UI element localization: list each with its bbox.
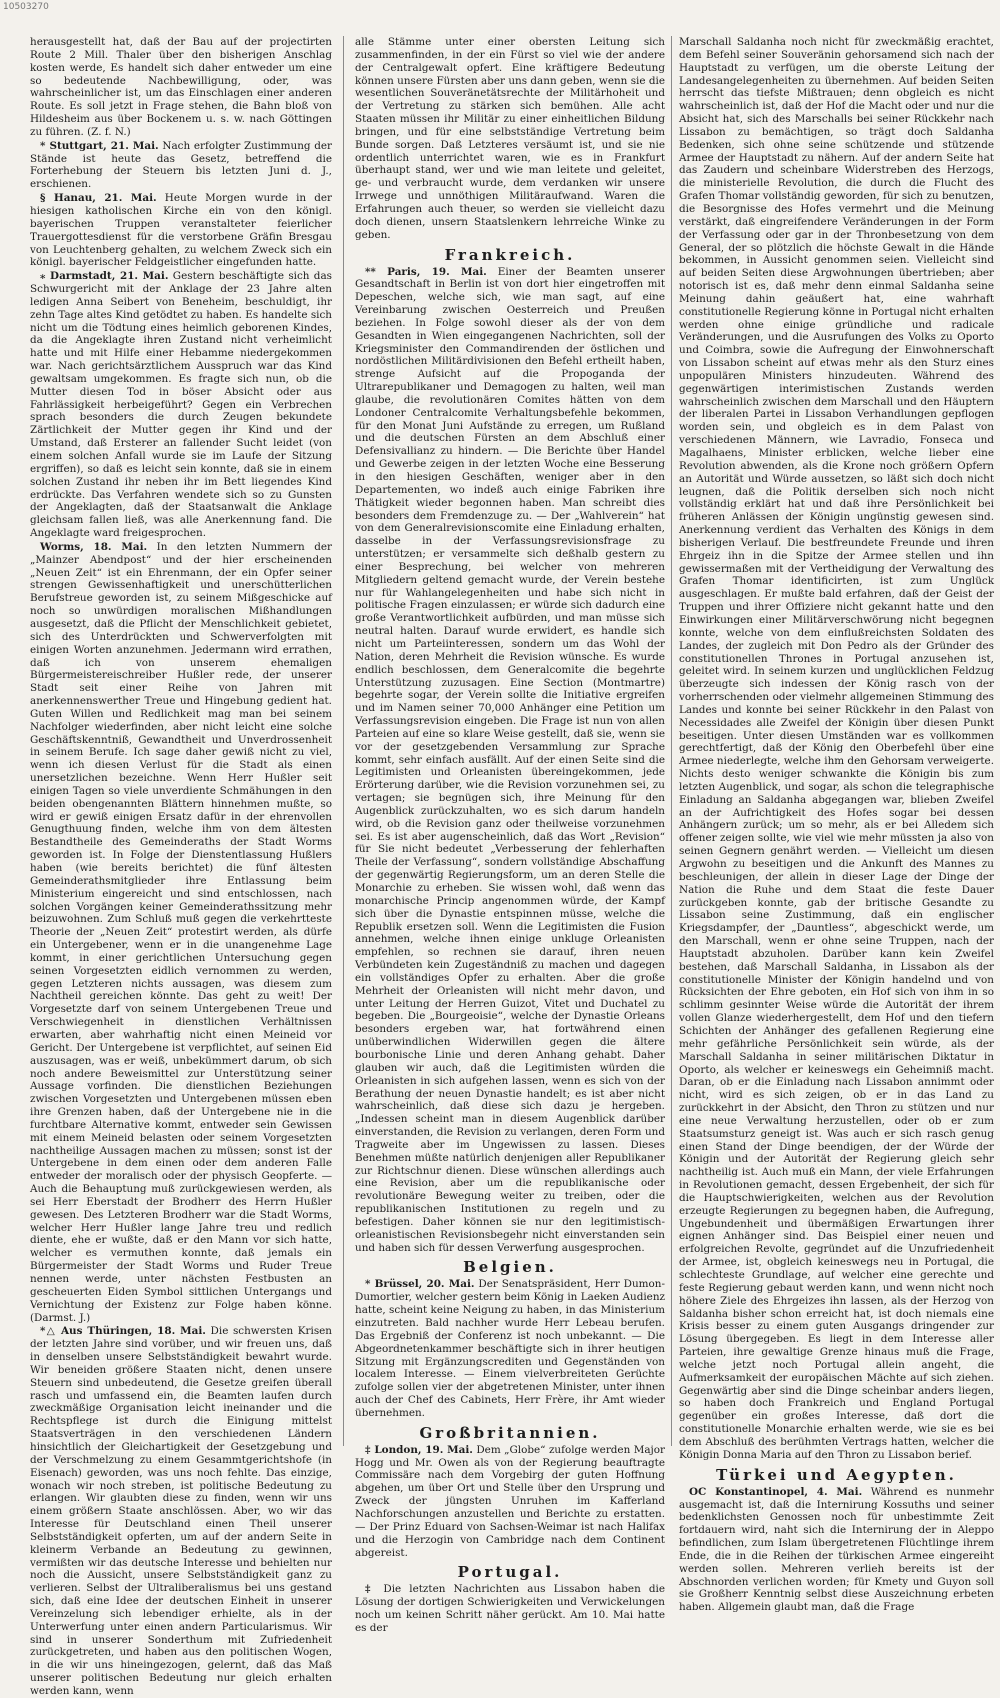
article-text: herausgestellt hat, daß der Bau auf der projectirten Route 2 Mill. Thaler über den bisherigen Anschlag kosten werde, Es handelt sich daher entweder um eine so bedeutende Nachbewilligung, oder, was wahrscheinlicher ist, um das Einschlagen einer anderen Route. Es soll jetzt in Frage stehen, die Bahn bloß von Hildesheim aus über Bockenem u. s. w. nach Göttingen zu führen. (Z. f. N.) bbox=[30, 36, 332, 138]
article bbox=[30, 36, 332, 139]
article-text: Während es nunmehr ausgemacht ist, daß die Internirung Kossuths und seiner bedenklichsten Genossen noch für unbestimmte Zeit fortdauern wird, naht sich die Internirung der in Aleppo befindlichen, zum Islam übergetretenen Flüchtlinge ihrem Ende, die in die Reihen der türkischen Armee eingereiht werden sollen. Mehreren verlieh bereits ist der Abschnorden verlichen worden; für Kmety und Guyon soll sie Großherr Kenntnig selbst diese Auszeichnung erbeten haben. Allgemein glaubt man, daß die Frage bbox=[679, 1485, 995, 1614]
dateline: § Hanau, 21. Mai. bbox=[40, 192, 157, 205]
dateline: ‡ London, 19. Mai. bbox=[365, 1443, 473, 1456]
article bbox=[30, 270, 332, 540]
article-text: Nach erfolgter Zustimmung der Stände ist heute das Gesetz, betreffend die Forterhebung der Steuern bis letzten Juni d. J., erschienen. bbox=[30, 139, 332, 191]
dateline: *△ Aus Thüringen, 18. Mai. bbox=[40, 1325, 206, 1338]
column-rule bbox=[343, 36, 344, 1446]
column-2 bbox=[355, 36, 666, 1634]
article bbox=[355, 266, 665, 1255]
dateline: ⁎ Darmstadt, 21. Mai. bbox=[40, 270, 169, 283]
article-text: In den letzten Nummern der „Mainzer Abendpost“ und der hier erscheinenden „Neuen Zeit“ ist ein Ehrenmann, der ein Opfer seiner strengen Gewissenhaftigkeit und unerschütterlichen Berufstreue geworden ist, zu seinem Mißgeschicke auf noch so unwürdigen moralischen Mißhandlungen ausgesetzt, daß die Pflicht der Menschlichkeit gebietet, sich des Unterdrückten und Schwerverfolgten mit einigen Worten anzunehmen. Jedermann wird errathen, daß ich von unserem ehemaligen Bürgermeistereischreiber Hußler rede, der unserer Stadt seit einer Reihe von Jahren mit anerkennenswerther Treue und Hingebung gedient hat. Guten Willen und Redlichkeit mag man bei seinem Nachfolger wiederfinden, aber nicht leicht eine solche Geschäftskenntniß, Gewandtheit und Unverdrossenheit in seinem Berufe. Ich sage daher gewiß nicht zu viel, wenn ich diesen Verlust für die Stadt als einen unersetzlichen bezeichne. Wenn Herr Hußler seit einigen Tagen so viele unverdiente Schmähungen in den beiden obengenannten Blättern hinnehmen mußte, so wird er gewiß einigen Ersatz dafür in der ehrenvollen Genugthuung finden, welche ihm von dem ältesten Bestandtheile des Gemeinderaths der Stadt Worms geworden ist. In Folge der Dienstentlassung Hußlers haben (wie bereits berichtet) die fünf ältesten Gemeinderathsmitglieder ihre Entlassung beim Ministerium eingereicht und sind entschlossen, nach solchen Vorgängen keiner Gemeinderathssitzung mehr beizuwohnen. Zum Schluß muß gegen die verkehrtteste Theorie der „Neuen Zeit“ protestirt werden, als dürfe ein Untergebener, wenn er in die unangenehme Lage kommt, in einer gerichtlichen Untersuchung gegen seinen Vorgesetzten eidlich vernommen zu werden, gegen Letzteren nichts aussagen, was diesem zum Nachtheil gereichen könnte. Das geht zu weit! Der Vorgesetzte darf von seinem Untergebenen Treue und Verschwiegenheit in dienstlichen Verhältnissen erwarten, aber wahrhaftig nicht einen Meineid vor Gericht. Der Untergebene ist verpflichtet, auf seinen Eid auszusagen, was er weiß, unbekümmert darum, ob sich noch andere Beweismittel zur Unterstützung seiner Aussage vorfinden. Die dienstlichen Beziehungen zwischen Vorgesetzten und Untergebenen müssen eben ihre Grenzen haben, daß der Untergebene nie in die furchtbare Alternative kommt, entweder sein Gewissen mit einem Meineid belasten oder seinem Vorgesetzten nachtheilige Aussagen machen zu müssen; sonst ist der Untergebene in dem einen oder dem anderen Falle entweder der moralisch oder der physisch Geopferte. — Auch die Behauptung muß zurückgewiesen werden, als sei Herr Eberstadt der Brodherr des Herrn Hußler gewesen. Des Letzteren Brodherr war die Stadt Worms, welcher Herr Hußler lange Jahre treu und redlich diente, ehe er wußte, daß er den Mann vor sich hatte, welcher es vermuthen konnte, daß jemals ein Bürgermeister der Stadt Worms und Ruder Treue nennen werde, unter nächsten Festbusten an gescheuerten Eiden Symbol sittlichen Untergangs und Vernichtung der Existenz zur Folge haben könne. (Darmst. J.) bbox=[30, 540, 332, 1324]
article-text: Einer der Beamten unserer Gesandtschaft in Berlin ist von dort hier eingetroffen mit Depeschen, welche sich, wie man sagt, auf eine Vereinbarung zwischen Oesterreich und Preußen beziehen. In Folge sowohl dieser als der von dem Gesandten in Wien eingegangenen Nachrichten, soll der Kriegsminister den Commandirenden der östlichen und nordöstlichen Militärdivisionen den Befehl ertheilt haben, strenge Aufsicht auf die Propoganda der Ultrarepublikaner und Demagogen zu halten, weil man glaube, die revolutionären Comites hätten von dem Londoner Centralcomite Verhaltungsbefehle bekommen, für den Monat Juni Aufstände zu erregen, um Rußland und die deutschen Fürsten an dem Abschluß einer Defensivallianz zu hindern. — Die Berichte über Handel und Gewerbe zeigen in der letzten Woche eine Besserung in den hiesigen Geschäften, weniger aber in den Departementen, wo indeß auch einige Fabriken ihre Thätigkeit wieder begonnen haben. Man schreibt dies besonders dem Fremdenzuge zu. — Der „Wahlverein“ hat von dem Generalrevisionscomite eine Einladung erhalten, dasselbe in der Verfassungsrevisionsfrage zu unterstützen; er versammelte sich deßhalb gestern zu einer Besprechung, bei welcher von mehreren Mitgliedern geltend gemacht wurde, der Verein bestehe nur für Wahlangelegenheiten und habe sich nicht in politische Fragen einzulassen; er würde sich dadurch eine große Verantwortlichkeit aufbürden, und man müsse sich neutral halten. Darauf wurde erwidert, es handle sich nicht um Parteiinteressen, sondern um das Wohl der Nation, deren Mehrheit die Revision wünsche. Es wurde endlich beschlossen, dem Generalcomite die begehrte Unterstützung zuzusagen. Eine Section (Montmartre) begehrte sogar, der Verein sollte die Initiative ergreifen und im Namen seiner 70,000 Anhänger eine Petition um Verfassungsrevision eingeben. Die Frage ist nun von allen Parteien auf eine so klare Weise gestellt, daß sie, wenn sie vor der gesetzgebenden Versammlung zur Sprache kommt, sehr einfach ausfällt. Auf der einen Seite sind die Legitimisten und Orleanisten übereingekommen, jede Erörterung darüber, wie die Revision vorzunehmen sei, zu vertagen; sie begnügen sich, ihre Meinung für den Augenblick zurückzuhalten, wo es sich darum handeln wird, ob die Revision ganz oder theilweise vorzunehmen sei. Es ist aber augenscheinlich, daß das Wort „Revision“ für Sie nicht bedeutet „Verbesserung der fehlerhaften Theile der Verfassung“, sondern vollständige Abschaffung der gegenwärtig Regierungsform, um an deren Stelle die Monarchie zu erheben. Sie wissen wohl, daß wenn das monarchische Princip angenommen würde, der Kampf sich über die Dynastie entspinnen müsse, welche die Republik ersetzen soll. Wenn die Legitimisten die Fusion annehmen, welche ihnen einige unkluge Orleanisten empfehlen, so rechnen sie darauf, ihren neuen Verbündeten kein Zugeständniß zu machen und dagegen ein vollständiges Opfer zu erhalten. Aber die große Mehrheit der Orleanisten will nicht mehr davon, und unter Leitung der Herren Guizot, Vitet und Duchatel zu begeben. Die „Bourgeoisie“, welche der Dynastie Orleans besonders ergeben war, hat fortwährend einen unüberwindlichen Widerwillen gegen die ältere bourbonische Linie und deren Anhang gehabt. Daher glauben wir auch, daß die Legitimisten würden die Orleanisten in sich aufgehen lassen, wenn es sich von der Berathung der neuen Dynastie handelt; es ist aber nicht wahrscheinlich, daß diese sich dazu je hergeben. „Indessen scheint man in diesem Augenblick darüber einverstanden, die Revision zu verlangen, deren Form und Tragweite aber im Ungewissen zu lassen. Dieses Benehmen müßte natürlich denjenigen aller Republikaner zur Richtschnur dienen. Diese wünschen allerdings auch eine Revision, aber um die republikanische oder revolutionäre Bewegung weiter zu treiben, oder die republikanischen Institutionen zu regeln und zu befestigen. Daher können sie nur den legitimistisch-orleanistischen Revisionsbegehr nicht einverstanden sein und haben sich für dessen Verwerfung ausgesprochen. bbox=[355, 265, 665, 1254]
article bbox=[355, 1583, 665, 1634]
article bbox=[355, 1444, 665, 1560]
article-text: Marschall Saldanha noch nicht für zweckmäßig erachtet, dem Befehl seiner Souveränin gehorsamend sich nach der Hauptstadt zu verfügen, um die oberste Leitung der Landesangelegenheiten zu übernehmen. Auf beiden Seiten herrscht das tiefste Mißtrauen; denn obgleich es nicht wahrscheinlich ist, daß der Hof die Macht oder und nur die Absicht hat, sich des Marschalls bei seiner Rückkehr nach Lissabon zu bemächtigen, so trägt doch Saldanha Bedenken, sich ohne seine schützende und stützende Armee der Hauptstadt zu nähern. Auf der andern Seite hat das Zaudern und scheinbare Widerstreben des Herzogs, die ministerielle Revolution, die durch die Flucht des Grafen Thomar vollständig geworden, für sich zu benutzen, die Besorgnisse des Hofes vermehrt und die Meinung verstärkt, daß eingreifendere Veränderungen in der Form der Verfassung oder gar in der Thronbesetzung von dem General, der so plötzlich die höchste Gewalt in die Hände bekommen, in Aussicht genommen seien. Vielleicht sind auf beiden Seiten diese Argwohnungen übertrieben; aber notorisch ist es, daß mehr denn einmal Saldanha seine Meinung dahin geäußert hat, eine wahrhaft constitutionelle Regierung könne in Portugal nicht erhalten werden ohne einige gründliche und radicale Veränderungen, und die Ausrufungen des Volks zu Oporto und Coimbra, sowie die Aufregung der Einwohnerschaft von Lissabon scheint auf etwas mehr als den Sturz eines unpopulären Ministers hinzudeuten. Während des gegenwärtigen interimistischen Zustands werden wahrscheinlich zwischen dem Marschall und den Häuptern der liberalen Partei in Lissabon Verhandlungen gepflogen worden sein, und obgleich es in dem Palast von verschiedenen Männern, wie Lavradio, Fonseca und Magalhaens, Minister erblicken, welche lieber eine Revolution abwenden, als die Krone noch größern Opfern an Autorität und Würde aussetzen, so läßt sich doch nicht leugnen, daß die Politik derselben sich noch nicht vollständig erklärt hat und daß ihre Persönlichkeit bei früheren Anlässen der Königin ungünstig gewesen sind. Anerkennung verdient das Verhalten des Königs in dem bisherigen Verlauf. Die bestfreundete Freunde und ihren Ehrgeiz ihn in die Spitze der Armee stellen und ihn gewissermaßen mit der Vertheidigung der Verwaltung des Grafen Thomar identificirten, ist zum Unglück ausgeschlagen. Er mußte bald erfahren, daß der Geist der Truppen und ihrer Offiziere nicht gekannt hatte und den Einwirkungen einer Militärverschwörung nicht begegnen konnte, welche von dem einflußreichsten Soldaten des Landes, der zugleich mit Don Pedro als der Gründer des constitutionellen Thrones in Portugal anzusehen ist, geleitet wird. In seinem kurzen und unglücklichen Feldzug überzeugte sich indessen der König rasch von der vorherrschenden oder vielmehr allgemeinen Stimmung des Landes und konnte bei seiner Rückkehr in den Palast von Necessidades alle Zweifel der Königin über diesen Punkt beseitigen. Unter diesen Umständen war es vollkommen gerechtfertigt, daß der König den Oberbefehl über eine Armee niederlegte, welche ihm den Gehorsam verweigerte. Nichts desto weniger schwankte die Königin bis zum letzten Augenblick, und sogar, als schon die telegraphische Einladung an Saldanha abgegangen war, blieben Zweifel an der Aufrichtigkeit des Hofes sogar bei dessen Anhängern zurück; um so mehr, als er bei Alledem sich offener zeigen sollte, wie viel wie mehr müssten ja also von seinen Gegnern genährt werden. — Vielleicht um diesen Argwohn zu beseitigen und die Ankunft des Mannes zu beschleunigen, der allein in dieser Lage der Dinge der Nation die Ruhe und dem Staat die feste Dauer zurückgeben konnte, gab der britische Gesandte zu Lissabon seine Zustimmung, daß ein englischer Kriegsdampfer, der „Dauntless“, abgeschickt werde, um den Marschall, wenn er ohne seine Truppen, nach der Hauptstadt abzuholen. Darüber kann kein Zweifel bestehen, daß Marschall Saldanha, in Lissabon als der constitutionelle Minister der Königin handelnd und von Rücksichten der Ehre geboten, ein Hof sich von ihm in so schlimm gesinnter Weise würde die Autorität der ihrem vollen Glanze wiederhergestellt, dem Hof und den tiefern Schichten der Anhänger des gefallenen Regierung eine mehr gefährliche Persönlichkeit sein würde, als der Marschall Saldanha in seiner militärischen Diktatur in Oporto, als welcher er keineswegs ein Geheimniß macht. Daran, ob er die Einladung nach Lissabon annimmt oder nicht, wird es sich zeigen, ob er in das Land zu zurückkehrt in der Absicht, den Thron zu stützen und nur eine neue Verwaltung herzustellen, oder ob er zum Staatsumsturz geneigt ist. Was auch er sich rasch genug einen Stand der Dinge beendigen, der der Würde der Königin und der Autorität der Regierung gleich sehr nachtheilig ist. Auch muß ein Mann, der viele Erfahrungen in Revolutionen gemacht, dessen Ergebenheit, der sich für die Hauptschwierigkeiten, welchen aus der Revolution erzeugte Regierungen zu begegnen haben, die Aufregung, Ungebundenheit und übermäßigen Erwartungen ihrer eignen Anhänger sind. Das Beispiel einer neuen und erfolgreichen Revolte, gegründet auf die Unzufriedenheit der Armee, ist, obgleich keineswegs neu in Portugal, die schlechteste Grundlage, auf welcher eine gerechte und feste Regierung gebaut werden kann, und wenn nicht noch höhere Ziele des Ehrgeizes ihn lassen, als der Herzog von Saldanha bisher schon erreicht hat, ist doch niemals eine Krisis besser zu einem guten Ausgangs dringender zur Lösung übergegeben. Es liegt in dem Interesse aller Parteien, ihre gewaltige Grenze hinaus muß die Frage, welche jetzt noch Portugal allein angeht, die Aufmerksamkeit der europäischen Mächte auf sich ziehen. Gegenwärtig aber sind die Dinge scheinbar anders liegen, so haben doch Frankreich und England Portugal gegenüber ein großes Interesse, daß dort die constitutionelle Monarchie erhalten werde, wie sie es bei dem Abschluß des berühmten Vertrags hatten, welcher die Königin Donna Maria auf den Thron zu Lissabon berief. bbox=[679, 36, 995, 1461]
article-text: Heute Morgen wurde in der hiesigen katholischen Kirche ein von den königl. bayerischen Truppen veranstalteter feierlicher Trauergottesdienst für die verstorbene Gräfin Bresgau von Leuchtenberg gehalten, zu welchem Zweck sich ein königl. bayerischer Feldgeistlicher eingefunden hatte. bbox=[30, 192, 332, 269]
dateline: ** Paris, 19. Mai. bbox=[365, 265, 487, 278]
article bbox=[30, 192, 332, 269]
section-heading: Frankreich. bbox=[444, 245, 576, 264]
article bbox=[679, 36, 994, 1462]
article-text: Der Senatspräsident, Herr Dumon-Dumortier, welcher gestern beim König in Laeken Audienz hatte, scheint keine Neigung zu haben, in das Ministerium einzutreten. Bald nachher wurde Herr Lebeau berufen. Das Ergebniß der Conferenz ist noch unbekannt. — Die Abgeordnetenkammer beschäftigte sich in ihrer heutigen Sitzung mit Ergänzungscrediten und Gegenständen von localem Interesse. — Einem vielverbreiteten Gerüchte zufolge sollen vier der abgetretenen Minister, unter ihnen auch der Chef des Cabinets, Herr Frère, ihr Amt wieder übernehmen. bbox=[355, 1278, 665, 1419]
article-text: Dem „Globe“ zufolge werden Major Hogg und Mr. Owen als von der Regierung beauftragte Commissäre nach dem Vorgebirg der guten Hoffnung abgehen, um über Ort und Stelle über den Ursprung und Zweck der jüngsten Unruhen im Kafferland Nachforschungen anzustellen und Berichte zu erstatten. — Der Prinz Eduard von Sachsen-Weimar ist nach Halifax und die Herzogin von Cambridge nach dem Continent abgereist. bbox=[355, 1443, 665, 1559]
article bbox=[30, 1325, 332, 1697]
article bbox=[355, 1278, 665, 1419]
section-heading: Großbritannien. bbox=[419, 1423, 601, 1442]
dateline: OC Konstantinopel, 4. Mai. bbox=[689, 1485, 863, 1498]
column-rule bbox=[671, 36, 672, 1446]
dateline: * Stuttgart, 21. Mai. bbox=[40, 139, 159, 152]
article bbox=[30, 140, 332, 191]
column-3 bbox=[679, 36, 995, 1614]
page-id: 10503270 bbox=[3, 2, 49, 12]
dateline: Worms, 18. Mai. bbox=[40, 540, 148, 553]
article bbox=[355, 36, 665, 242]
article-text: Die schwersten Krisen der letzten Jahre sind vorüber, und wir freuen uns, daß in denselben unsere Selbstständigkeit bewahrt wurde. Wir beneiden größere Staaten nicht, denen unsere Steuern sind unbedeutend, die Gesetze greifen überall rasch und umfassend ein, die Beamten laufen durch zweckmäßige Organisation leicht ineinander und die Rechtspflege ist durch die Einigung mittelst Staatsverträgen in den verschiedenen Ländern hinsichtlich der Gleichartigkeit der Gesetzgebung und der Verschmelzung zu einem Gesammtgerichtshofe (in Eisenach) geworden, was uns noch fehlte. Das einzige, wonach wir noch streben, ist politische Bedeutung zu erlangen. Wir glaubten diese zu finden, wenn wir uns einem größern Staate anschlössen. Aber, wo wir das Interesse für Deutschland einen Theil unserer Selbstständigkeit opferten, um auf der andern Seite in kleinerm Verbande an Bedeutung zu gewinnen, vermißten wir das deutsche Interesse und behielten nur noch die Aussicht, unsere Selbstständigkeit ganz zu verlieren. Selbst der Ultraliberalismus bei uns gestand sich, daß eine Idee der deutschen Einheit in unserer Vereinzelung sich lebendiger erhielte, als in der Unterwerfung unter einen andern Particularismus. Wir sind in unserer Sonderthum mit Zufriedenheit zurückgetreten, und haben aus den politischen Wogen, in die wir uns hineingezogen, gelernt, daß das Maß unserer politischen Bedeutung nur gleich erhalten werden kann, wenn bbox=[30, 1325, 332, 1697]
section-heading: Türkei und Aegypten. bbox=[716, 1465, 957, 1484]
article-text: Die letzten Nachrichten aus Lissabon haben die Lösung der dortigen Schwierigkeiten und Verwickelungen noch um keinen Schritt näher gerückt. Am 10. Mai hatte es der bbox=[355, 1583, 666, 1634]
article bbox=[30, 541, 332, 1324]
section-heading: Portugal. bbox=[457, 1563, 563, 1582]
article bbox=[679, 1486, 994, 1614]
section-heading: Belgien. bbox=[463, 1258, 557, 1277]
article-text: Gestern beschäftigte sich das Schwurgericht mit der Anklage der 23 Jahre alten ledigen Anna Seibert von Beneheim, beschuldigt, ihr zehn Tage altes Kind getödtet zu haben. Es handelte sich nicht um die Tödtung eines heimlich geborenen Kindes, da die Angeklagte ihren Zustand nicht verheimlicht hatte und mit Hilfe einer Hebamme niedergekommen war. Nach gerichtsärztlichem Ausspruch war das Kind gewaltsam umgekommen. Es fragte sich nun, ob die Mutter diesen Tod in böser Absicht oder aus Fahrlässigkeit herbeigeführt? Gegen ein Verbrechen sprach besonders die durch Zeugen bekundete Zärtlichkeit der Mutter gegen ihr Kind und der Umstand, daß Ersterer an fallender Sucht leidet (von einem solchen Anfall wurde sie im Laufe der Sitzung ergriffen), so daß es leicht sein konnte, daß sie in einem solchen Zustand ihr neben ihr im Bett liegendes Kind erdrückte. Das Verfahren wendete sich so zu Gunsten der Angeklagten, daß der Staatsanwalt die Anklage gleichsam fallen ließ, was alle Anerkennung fand. Die Angeklagte ward freigesprochen. bbox=[30, 270, 332, 540]
dateline: ‡ bbox=[365, 1583, 376, 1596]
article-text: alle Stämme unter einer obersten Leitung sich zusammenfinden, in der ein Fürst so viel wie der andere der Centralgewalt opfert. Eine kräftigere Bedeutung können unsere Fürsten aber uns dann geben, wenn sie die wesentlichen Souveränetätsrechte der Militärhoheit und der Vertretung zu stärken sich bemühen. Alle acht Staaten müssen ihr Militär zu einer einheitlichen Bildung bringen, und für eine selbstständige Vertretung beim Bunde sorgen. Daß Letzteres versäumt ist, und sie nie ordentlich unterrichtet waren, wie es in Frankfurt überhaupt stand, wer und wie man leitete und geleitet, ge- und verbraucht wurde, dem verdanken wir unsere Irrwege und unnöthigen Militäraufwand. Waren die Erfahrungen auch theuer, so werden sie vielleicht dazu doch dienen, unsern Staatslenkern lehrreiche Winke zu geben. bbox=[355, 36, 665, 241]
dateline: * Brüssel, 20. Mai. bbox=[365, 1278, 475, 1291]
column-1 bbox=[30, 36, 332, 1697]
